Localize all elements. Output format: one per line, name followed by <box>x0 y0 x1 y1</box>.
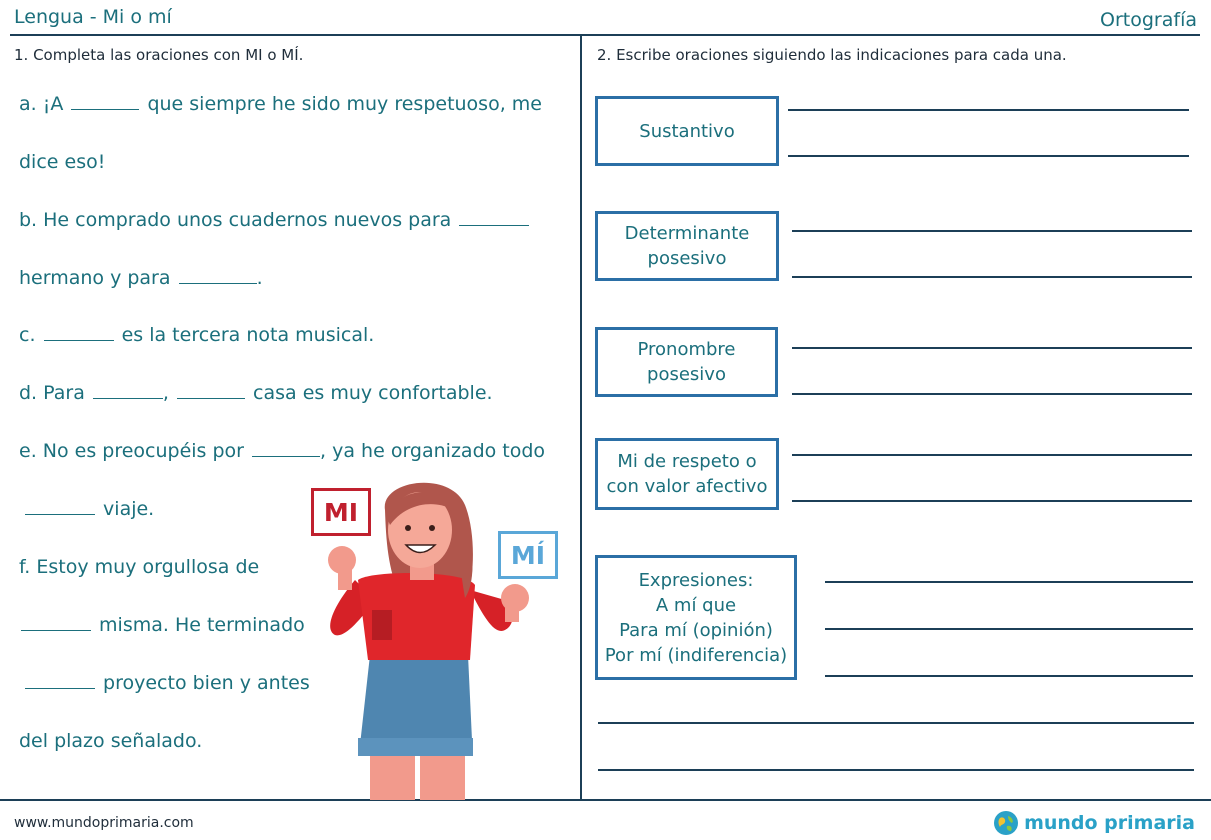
answer-line[interactable] <box>792 500 1192 502</box>
answer-line[interactable] <box>792 276 1192 278</box>
sentence-a-line-1 <box>19 93 542 115</box>
badge-mi-text: MI <box>323 497 359 527</box>
sentence-b-line-1 <box>19 209 531 231</box>
sentence-text: es la tercera nota musical. <box>121 324 375 346</box>
answer-blank[interactable] <box>25 513 95 515</box>
sentence-text: viaje. <box>103 498 155 520</box>
category-label: Para mí (opinión) <box>619 619 773 641</box>
sentence-f-line-4: del plazo señalado. <box>19 730 203 752</box>
answer-blank[interactable] <box>71 108 139 110</box>
brand-logo[interactable] <box>993 810 1195 836</box>
answer-blank[interactable] <box>459 224 529 226</box>
sentence-text: hermano y para <box>19 267 171 289</box>
category-box-pronombre <box>595 327 778 397</box>
answer-line[interactable] <box>825 581 1193 583</box>
sentence-text: c. <box>19 324 36 346</box>
sentence-d <box>19 382 493 404</box>
globe-icon <box>993 810 1019 836</box>
sentence-text: casa es muy confortable. <box>253 382 493 404</box>
sentence-b-line-2 <box>19 267 263 289</box>
subject-label: Ortografía <box>1100 9 1197 31</box>
answer-line[interactable] <box>788 109 1189 111</box>
sentence-text: b. He comprado unos cuadernos nuevos para <box>19 209 452 231</box>
category-box-sustantivo <box>595 96 779 166</box>
category-label: posesivo <box>647 248 727 269</box>
sentence-e-line-2 <box>23 498 154 520</box>
sentence-text: misma. He terminado <box>99 614 305 636</box>
sentence-e-line-1 <box>19 440 545 462</box>
page-title: Lengua - Mi o mí <box>14 6 172 28</box>
answer-blank[interactable] <box>177 397 245 399</box>
sentence-text: . <box>256 267 263 289</box>
exercise-2-title: 2. Escribe oraciones siguiendo las indicaciones para cada una. <box>597 46 1067 64</box>
category-label: Mi de respeto o <box>617 451 757 472</box>
footer-url[interactable]: www.mundoprimaria.com <box>14 815 194 831</box>
sentence-text: d. Para <box>19 382 85 404</box>
answer-line[interactable] <box>792 393 1192 395</box>
sentence-text: e. No es preocupéis por <box>19 440 244 462</box>
sentence-text: a. ¡A <box>19 93 64 115</box>
girl-illustration <box>300 470 550 800</box>
answer-line[interactable] <box>792 230 1192 232</box>
category-label: con valor afectivo <box>606 476 768 497</box>
answer-blank[interactable] <box>252 455 320 457</box>
category-label: A mí que <box>655 594 737 616</box>
category-label: Por mí (indiferencia) <box>604 644 788 666</box>
answer-blank[interactable] <box>179 282 257 284</box>
answer-blank[interactable] <box>93 397 163 399</box>
category-box-respeto <box>595 438 779 510</box>
answer-blank[interactable] <box>21 629 91 631</box>
answer-blank[interactable] <box>44 339 114 341</box>
category-label: Determinante <box>624 223 750 244</box>
header-divider <box>10 34 1200 36</box>
answer-line[interactable] <box>598 769 1194 771</box>
sentence-text: , ya he organizado todo <box>320 440 546 462</box>
sentence-f-line-2 <box>19 614 305 636</box>
sentence-a-line-2: dice eso! <box>19 151 106 173</box>
sentence-text: , <box>162 382 169 404</box>
answer-line[interactable] <box>792 347 1192 349</box>
badge-mi-accent-text: MÍ <box>510 540 546 570</box>
category-box-determinante <box>595 211 779 281</box>
category-label: Pronombre <box>637 339 736 360</box>
category-label: Sustantivo <box>639 120 735 142</box>
column-divider <box>580 36 582 800</box>
answer-line[interactable] <box>825 628 1193 630</box>
answer-line[interactable] <box>598 722 1194 724</box>
answer-line[interactable] <box>788 155 1189 157</box>
answer-blank[interactable] <box>25 687 95 689</box>
category-box-expresiones <box>595 555 797 680</box>
category-label: posesivo <box>647 364 726 385</box>
sentence-c <box>19 324 374 346</box>
footer-divider <box>0 799 1211 801</box>
logo-text: mundo primaria <box>1024 812 1195 834</box>
answer-line[interactable] <box>825 675 1193 677</box>
sentence-f-line-1: f. Estoy muy orgullosa de <box>19 556 260 578</box>
sentence-text: que siempre he sido muy respetuoso, me <box>147 93 542 115</box>
category-label: Expresiones: <box>638 569 754 591</box>
answer-line[interactable] <box>792 454 1192 456</box>
sentence-text: proyecto bien y antes <box>103 672 310 694</box>
sentence-f-line-3 <box>23 672 310 694</box>
exercise-1-title: 1. Completa las oraciones con MI o MÍ. <box>14 46 304 64</box>
